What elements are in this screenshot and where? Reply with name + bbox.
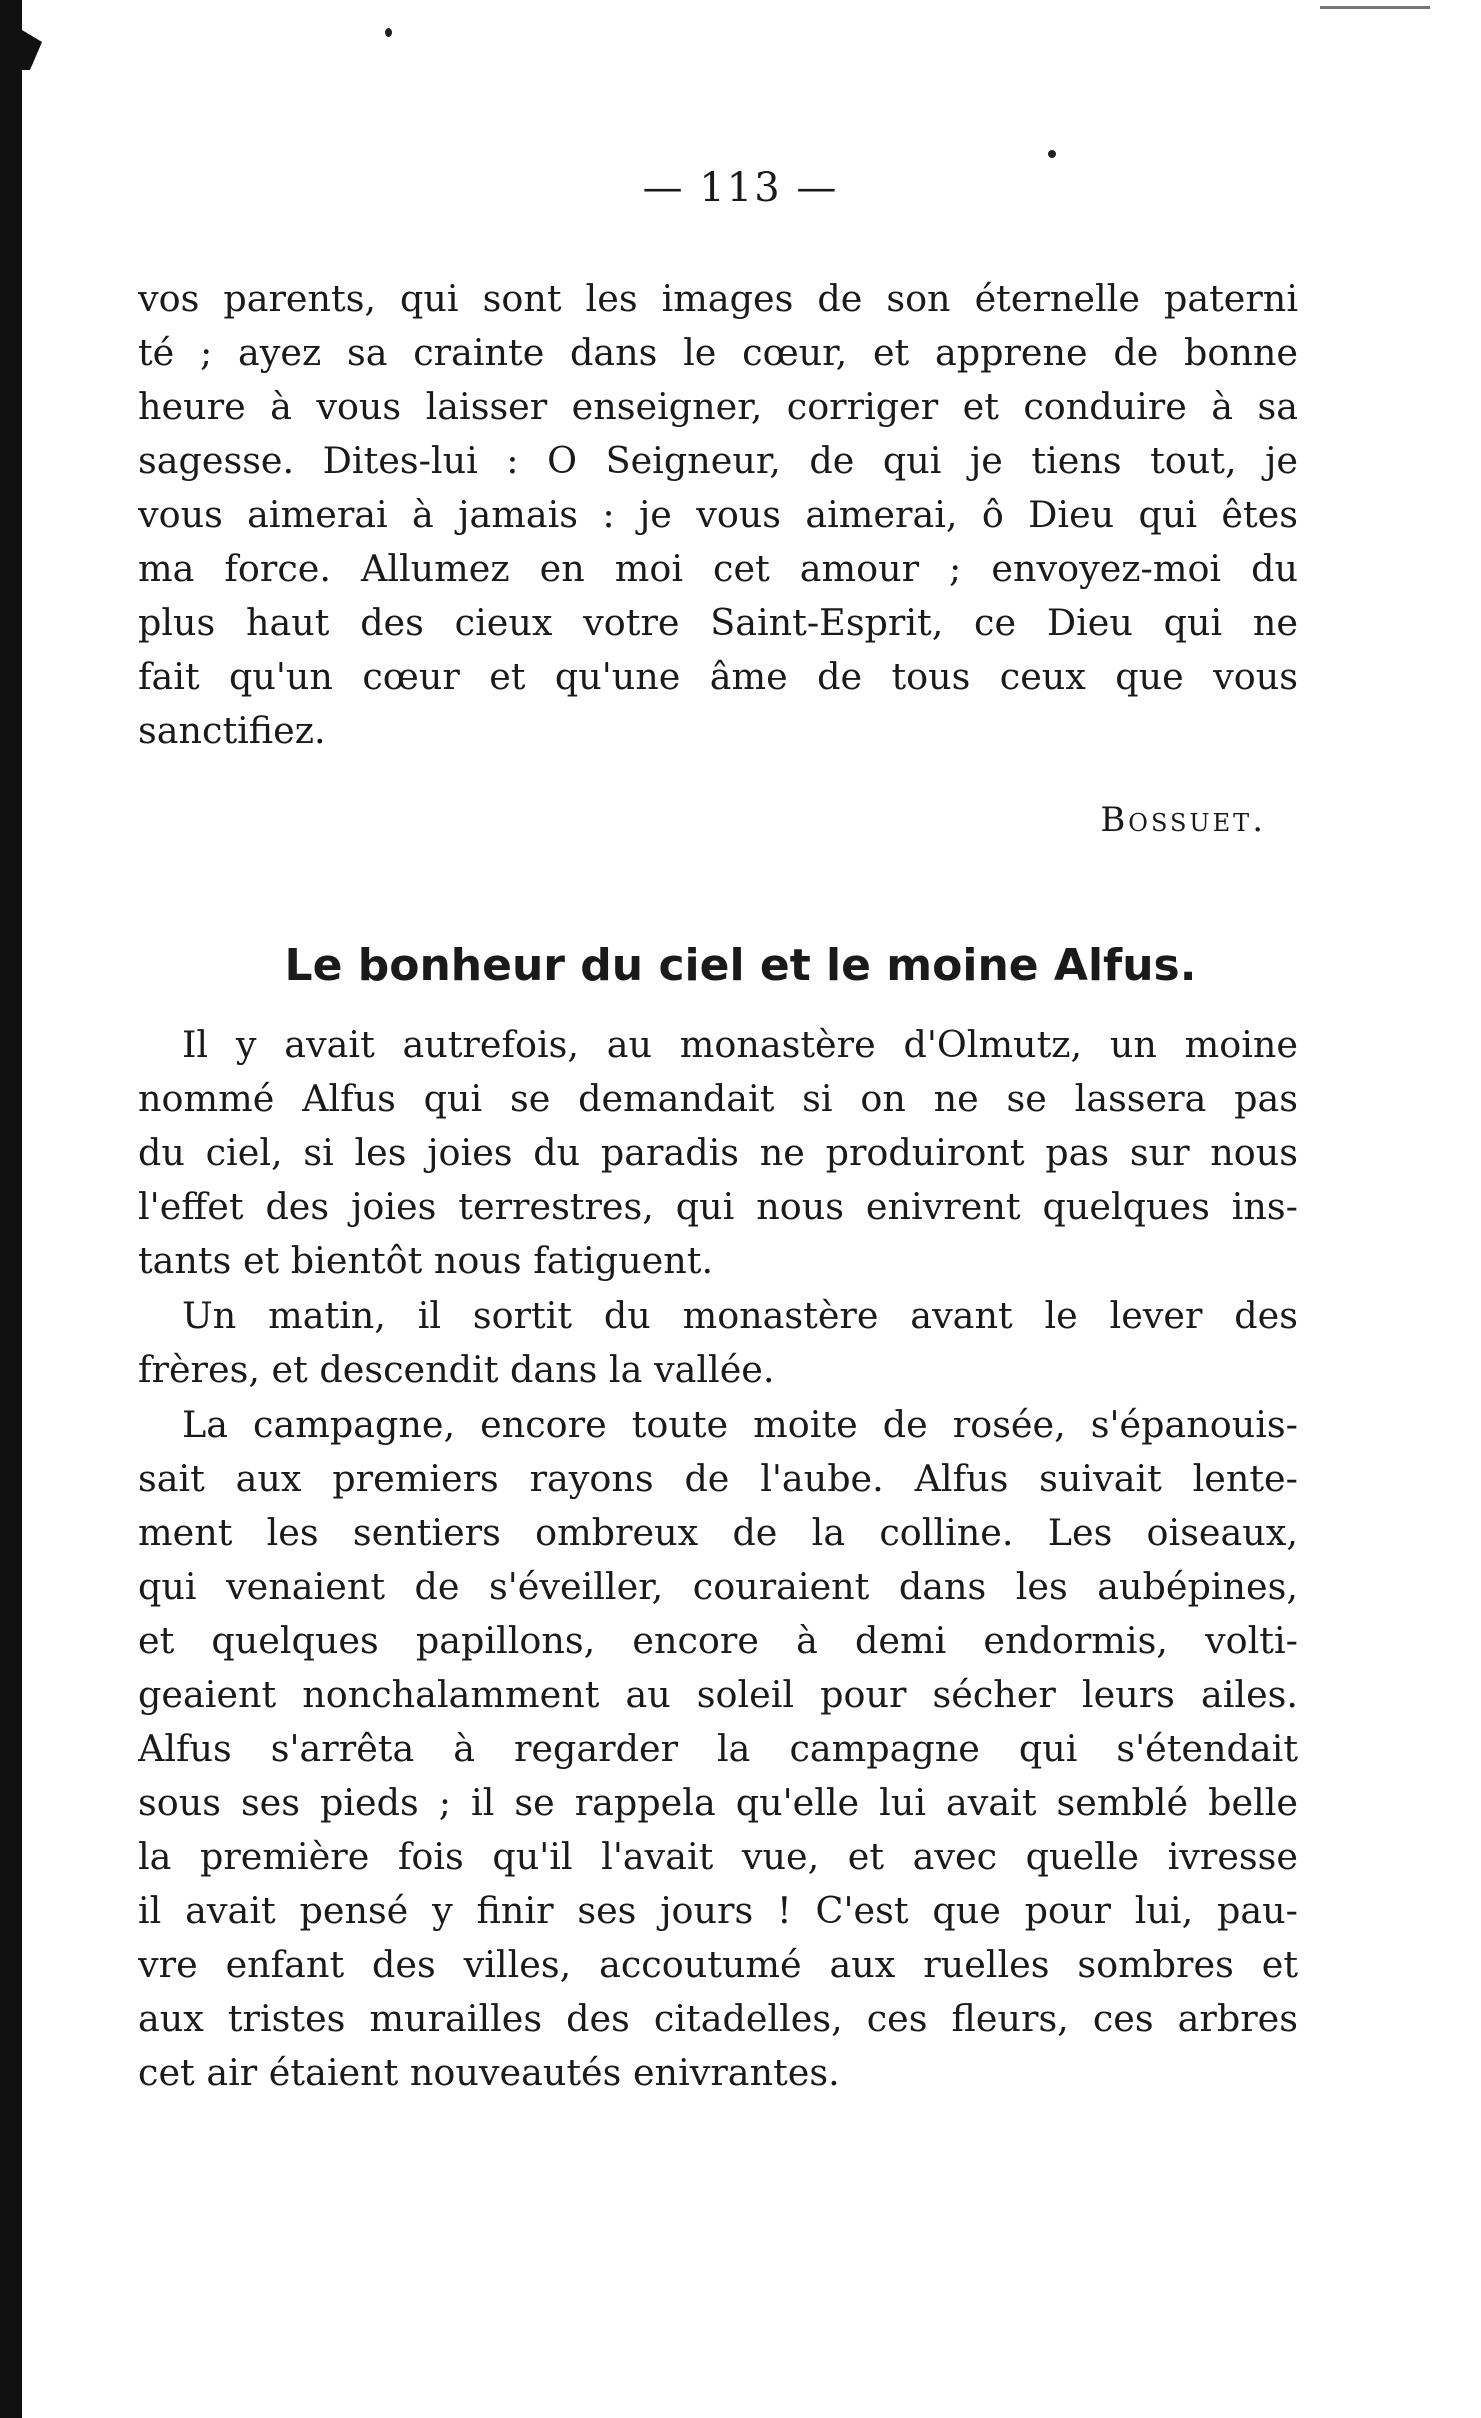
text-line: Alfus s'arrêta à regarder la campagne qui s'étendait — [138, 1727, 1298, 1770]
text-line: vos parents, qui sont les images de son éternelle paterni — [138, 277, 1298, 320]
text-line: sagesse. Dites-lui : O Seigneur, de qui je tiens tout, je — [138, 439, 1298, 482]
text-line: frères, et descendit dans la vallée. — [138, 1348, 775, 1391]
text-line: nommé Alfus qui se demandait si on ne se lassera pas — [138, 1077, 1298, 1120]
print-speck — [1320, 6, 1430, 9]
paragraph-1 — [138, 272, 1298, 758]
text-line: ma force. Allumez en moi cet amour ; envoyez-moi du — [138, 547, 1298, 590]
text-line: et quelques papillons, encore à demi endormis, volti- — [138, 1619, 1298, 1662]
text-line: Il y avait autrefois, au monastère d'Olmutz, un moine — [182, 1023, 1298, 1066]
text-line: cet air étaient nouveautés enivrantes. — [138, 2051, 840, 2094]
text-line: il avait pensé y finir ses jours ! C'est que pour lui, pau- — [138, 1889, 1298, 1932]
text-line: té ; ayez sa crainte dans le cœur, et apprene de bonne — [138, 331, 1298, 374]
paragraph-3 — [138, 1289, 1298, 1397]
text-line: La campagne, encore toute moite de rosée, s'épanouis- — [182, 1403, 1298, 1446]
text-line: l'effet des joies terrestres, qui nous enivrent quelques ins- — [138, 1185, 1298, 1228]
section-title: Le bonheur du ciel et le moine Alfus. — [284, 940, 1197, 991]
print-speck — [385, 28, 392, 37]
text-line: la première fois qu'il l'avait vue, et avec quelle ivresse — [138, 1835, 1298, 1878]
text-line: Un matin, il sortit du monastère avant le lever des — [182, 1294, 1298, 1337]
paragraph-4 — [138, 1398, 1298, 2100]
text-line: vre enfant des villes, accoutumé aux ruelles sombres et — [138, 1943, 1298, 1986]
text-line: tants et bientôt nous fatiguent. — [138, 1239, 714, 1282]
binding-edge-mark — [22, 30, 42, 70]
text-line: sait aux premiers rayons de l'aube. Alfus suivait lente- — [138, 1457, 1298, 1500]
text-line: aux tristes murailles des citadelles, ces fleurs, ces arbres — [138, 1997, 1298, 2040]
text-line: ment les sentiers ombreux de la colline. Les oiseaux, — [138, 1511, 1298, 1554]
text-line: sanctifiez. — [138, 709, 326, 752]
text-line: du ciel, si les joies du paradis ne produiront pas sur nous — [138, 1131, 1298, 1174]
author-signature: Bossuet. — [1100, 800, 1266, 840]
text-line: fait qu'un cœur et qu'une âme de tous ceux que vous — [138, 655, 1298, 698]
text-line: plus haut des cieux votre Saint-Esprit, ce Dieu qui ne — [138, 601, 1298, 644]
text-line: geaient nonchalamment au soleil pour sécher leurs ailes. — [138, 1673, 1298, 1716]
page-number: — 113 — — [642, 165, 839, 211]
text-line: heure à vous laisser enseigner, corriger et conduire à sa — [138, 385, 1298, 428]
text-line: vous aimerai à jamais : je vous aimerai, ô Dieu qui êtes — [138, 493, 1298, 536]
text-line: sous ses pieds ; il se rappela qu'elle lui avait semblé belle — [138, 1781, 1298, 1824]
paragraph-2 — [138, 1018, 1298, 1288]
book-spine-shadow — [0, 0, 22, 2418]
text-line: qui venaient de s'éveiller, couraient dans les aubépines, — [138, 1565, 1298, 1608]
print-speck — [1048, 150, 1056, 158]
